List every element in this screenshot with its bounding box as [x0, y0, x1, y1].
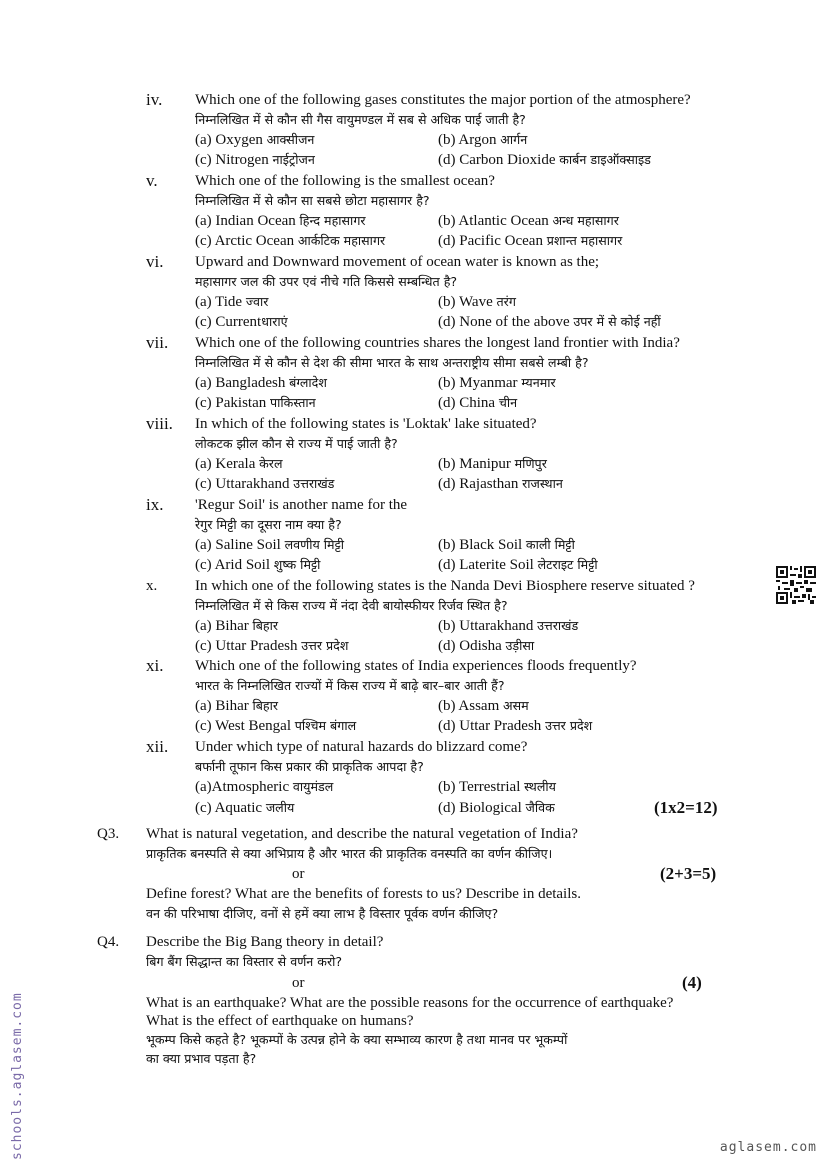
alt-question-text-hi: वन की परिभाषा दीजिए, वनों से हमें क्या लाभ है विस्तार पूर्वक वर्णन कीजिए? — [146, 906, 499, 921]
option-c: (c) Arid Soil शुष्क मिट्टी — [195, 557, 321, 573]
qr-code-icon — [776, 566, 816, 604]
question-number: Q4. — [97, 934, 120, 950]
option-b: (b) Black Soil काली मिट्टी — [438, 537, 575, 553]
question-text-en: What is natural vegetation, and describe the natural vegetation of India? — [146, 826, 578, 842]
question-text-en: Which one of the following countries shares the longest land frontier with India? — [195, 335, 680, 351]
question-text-en: Which one of the following states of India experiences floods frequently? — [195, 658, 637, 674]
or-separator: or — [292, 866, 305, 882]
option-b: (b) Wave तरंग — [438, 294, 516, 310]
option-a: (a) Saline Soil लवणीय मिट्टी — [195, 537, 345, 553]
option-d: (d) Laterite Soil लेटराइट मिट्टी — [438, 557, 598, 573]
option-b: (b) Terrestrial स्थलीय — [438, 779, 556, 795]
question-text-hi: निम्नलिखित में से कौन सी गैस वायुमण्डल में सब से अधिक पाई जाती है? — [195, 112, 526, 127]
question-text-hi: प्राकृतिक बनस्पति से क्या अभिप्राय है और भारत की प्राकृतिक वनस्पति का वर्णन कीजिए। — [146, 846, 553, 861]
or-separator: or — [292, 975, 305, 991]
question-text-en: 'Regur Soil' is another name for the — [195, 497, 408, 513]
question-text-en: Describe the Big Bang theory in detail? — [146, 934, 384, 950]
option-b: (b) Manipur मणिपुर — [438, 456, 547, 472]
option-d: (d) Biological जैविक — [438, 800, 555, 816]
alt-question-text-hi: भूकम्प किसे कहते है? भूकम्पों के उत्पन्न होने के क्या सम्भाव्य कारण है तथा मानव पर भूकम्पों — [146, 1032, 568, 1047]
alt-question-text-en-2: What is the effect of earthquake on humans? — [146, 1013, 414, 1029]
question-number: x. — [146, 578, 158, 594]
marks-label: (2+3=5) — [660, 864, 717, 883]
option-d: (d) Uttar Pradesh उत्तर प्रदेश — [438, 718, 593, 734]
question-number: vi. — [146, 252, 164, 271]
option-a: (a)Atmospheric वायुमंडल — [195, 779, 334, 795]
option-c: (c) Pakistan पाकिस्तान — [195, 395, 316, 411]
option-c: (c) Aquatic जलीय — [195, 800, 295, 816]
option-b: (b) Assam असम — [438, 698, 529, 714]
question-number: Q3. — [97, 826, 120, 842]
question-text-hi: निम्नलिखित में से कौन सा सबसे छोटा महासागर है? — [195, 193, 430, 208]
option-a: (a) Oxygen आक्सीजन — [195, 132, 315, 148]
question-text-en: In which of the following states is 'Loktak' lake situated? — [195, 416, 537, 432]
option-d: (d) None of the above उपर में से कोई नहीं — [438, 314, 661, 330]
option-a: (a) Bihar बिहार — [195, 618, 279, 634]
question-text-hi: बिग बैंग सिद्धान्त का विस्तार से वर्णन करो? — [146, 954, 343, 969]
option-a: (a) Indian Ocean हिन्द महासागर — [195, 213, 366, 229]
question-number: v. — [146, 171, 158, 190]
question-text-en: Upward and Downward movement of ocean water is known as the; — [195, 254, 600, 270]
question-text-en: Under which type of natural hazards do blizzard come? — [195, 739, 528, 755]
question-text-hi: रेगुर मिट्टी का दूसरा नाम क्या है? — [195, 517, 342, 532]
option-d: (d) Odisha उड़ीसा — [438, 638, 535, 654]
question-number: xi. — [146, 656, 164, 675]
question-text-hi: बर्फानी तूफान किस प्रकार की प्राकृतिक आपदा है? — [195, 759, 424, 774]
question-text-hi: महासागर जल की उपर एवं नीचे गति किससे सम्बन्धित है? — [195, 274, 458, 289]
option-c: (c) Nitrogen नाईट्रोजन — [195, 152, 315, 168]
question-text-hi: लोकटक झील कौन से राज्य में पाई जाती है? — [195, 436, 398, 451]
alt-question-text-en: Define forest? What are the benefits of forests to us? Describe in details. — [146, 886, 581, 902]
option-b: (b) Argon आर्गन — [438, 132, 528, 148]
question-number: xii. — [146, 737, 169, 756]
marks-label: (1x2=12) — [654, 798, 718, 817]
option-c: (c) Currentधाराएं — [195, 314, 288, 330]
question-text-en: In which one of the following states is the Nanda Devi Biosphere reserve situated ? — [195, 578, 695, 594]
option-d: (d) Carbon Dioxide कार्बन डाइऑक्साइड — [438, 152, 651, 168]
alt-question-text-en: What is an earthquake? What are the possible reasons for the occurrence of earthquake? — [146, 995, 674, 1011]
footer-watermark: aglasem.com — [719, 1140, 817, 1155]
option-c: (c) Arctic Ocean आर्कटिक महासागर — [195, 233, 386, 249]
question-text-hi: निम्नलिखित में से किस राज्य में नंदा देवी बायोस्फीयर रिर्जव स्थित है? — [195, 598, 508, 613]
alt-question-text-hi-2: का क्या प्रभाव पड़ता है? — [146, 1051, 257, 1066]
option-a: (a) Bangladesh बंग्लादेश — [195, 375, 327, 391]
option-c: (c) West Bengal पश्चिम बंगाल — [195, 718, 357, 734]
option-a: (a) Bihar बिहार — [195, 698, 279, 714]
question-text-en: Which one of the following gases constitutes the major portion of the atmosphere? — [195, 92, 691, 108]
question-text-en: Which one of the following is the smallest ocean? — [195, 173, 495, 189]
option-b: (b) Atlantic Ocean अन्ध महासागर — [438, 213, 619, 229]
question-text-hi: निम्नलिखित में से कौन से देश की सीमा भारत के साथ अन्तराष्ट्रीय सीमा सबसे लम्बी है? — [195, 355, 589, 370]
option-b: (b) Myanmar म्यनमार — [438, 375, 556, 391]
question-number: vii. — [146, 333, 169, 352]
option-d: (d) China चीन — [438, 395, 518, 411]
question-number: iv. — [146, 90, 163, 109]
option-a: (a) Kerala केरल — [195, 456, 283, 472]
option-d: (d) Pacific Ocean प्रशान्त महासागर — [438, 233, 623, 249]
option-d: (d) Rajasthan राजस्थान — [438, 476, 563, 492]
side-watermark: schools.aglasem.com — [10, 992, 25, 1160]
option-b: (b) Uttarakhand उत्तराखंड — [438, 618, 579, 634]
question-text-hi: भारत के निम्नलिखित राज्यों में किस राज्य में बाढ़े बार–बार आती हैं? — [195, 678, 505, 693]
option-a: (a) Tide ज्वार — [195, 294, 269, 310]
question-number: viii. — [146, 414, 173, 433]
question-number: ix. — [146, 495, 164, 514]
marks-label: (4) — [682, 973, 702, 992]
option-c: (c) Uttarakhand उत्तराखंड — [195, 476, 335, 492]
option-c: (c) Uttar Pradesh उत्तर प्रदेश — [195, 638, 349, 654]
